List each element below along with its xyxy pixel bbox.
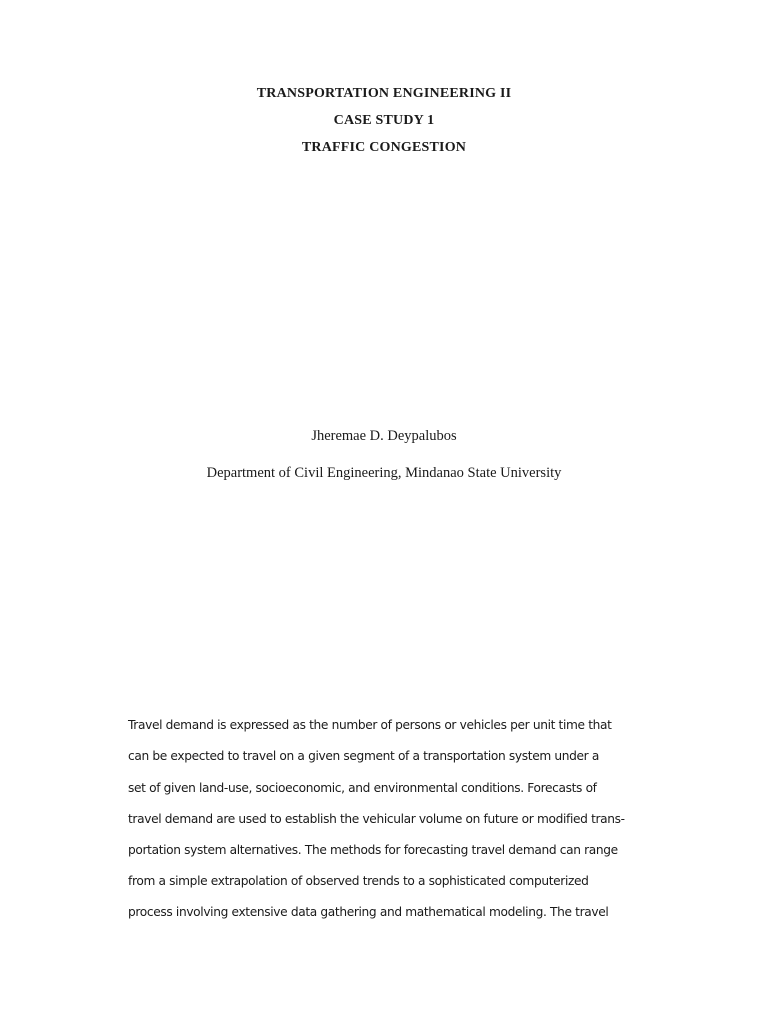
body-line: process involving extensive data gathering and mathematical modeling. The travel: [128, 905, 609, 919]
case-study-label: CASE STUDY 1: [333, 113, 435, 128]
course-title: TRANSPORTATION ENGINEERING II: [256, 86, 512, 101]
body-line: portation system alternatives. The methods for forecasting travel demand can range: [128, 843, 618, 857]
case-study-topic: TRAFFIC CONGESTION: [301, 140, 467, 155]
author-affiliation: Department of Civil Engineering, Mindanao State University: [206, 465, 562, 481]
body-line: from a simple extrapolation of observed trends to a sophisticated computerized: [128, 874, 589, 888]
body-line: travel demand are used to establish the vehicular volume on future or modified trans-: [128, 812, 625, 826]
author-name: Jheremae D. Deypalubos: [311, 428, 457, 444]
body-line: Travel demand is expressed as the number of persons or vehicles per unit time that: [128, 718, 612, 732]
body-line: can be expected to travel on a given segment of a transportation system under a: [128, 749, 599, 763]
body-line: set of given land-use, socioeconomic, and environmental conditions. Forecasts of: [128, 781, 597, 795]
